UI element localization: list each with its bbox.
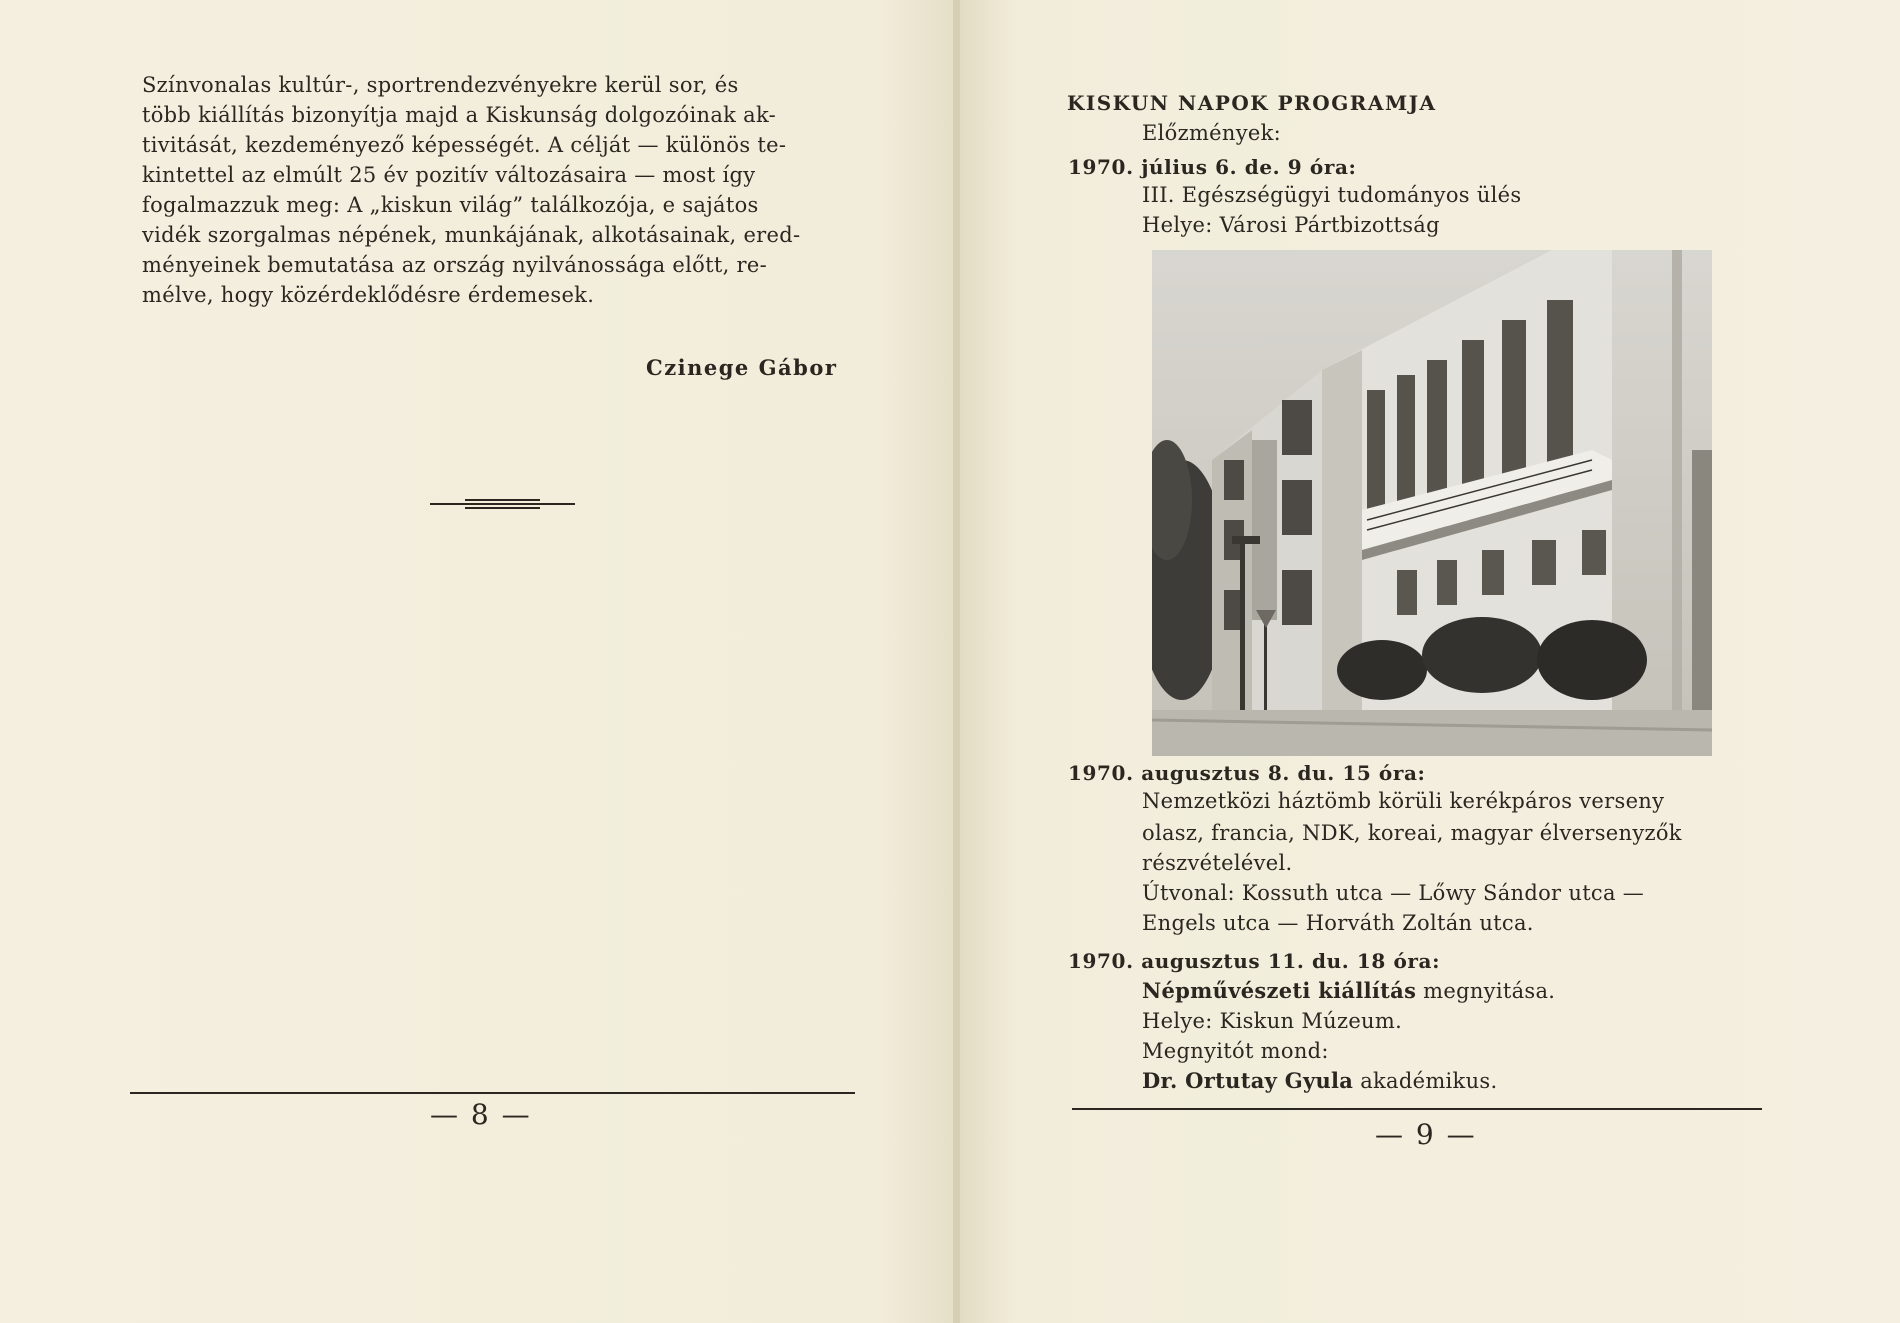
event-text: Nemzetközi háztömb körüli kerékpáros verseny [1142, 789, 1665, 813]
event-text: olasz, francia, NDK, koreai, magyar élversenyzők [1142, 821, 1682, 845]
left-body-text [142, 70, 872, 310]
building-photo [1152, 250, 1712, 756]
exhibition-title-rest: megnyitása. [1416, 979, 1556, 1003]
event-text: Helye: Kiskun Múzeum. [1142, 1009, 1403, 1033]
building-photo-image [1152, 250, 1712, 756]
event-text: Útvonal: Kossuth utca — Lőwy Sándor utca — [1142, 881, 1645, 905]
event-text: részvételével. [1142, 851, 1293, 875]
event-text: Megnyitót mond: [1142, 1039, 1329, 1063]
event-date: 1970. augusztus 8. du. 15 óra: [1068, 761, 1426, 785]
exhibition-title: Népművészeti kiállítás [1142, 978, 1417, 1003]
footer-rule [1072, 1108, 1762, 1110]
event-text: Engels utca — Horváth Zoltán utca. [1142, 911, 1534, 935]
body-line: több kiállítás bizonyítja majd a Kiskunság dolgozóinak ak- [142, 103, 777, 127]
program-title: KISKUN NAPOK PROGRAMJA [1067, 91, 1437, 115]
right-page [960, 0, 1900, 1323]
body-line: fogalmazzuk meg: A „kiskun világ” találkozója, e sajátos [142, 193, 759, 217]
page-number: — 8 — [430, 1098, 532, 1131]
body-line: kintettel az elmúlt 25 év pozitív változásaira — most így [142, 163, 756, 187]
speaker-name: Dr. Ortutay Gyula [1142, 1068, 1354, 1093]
event-text: III. Egészségügyi tudományos ülés [1142, 183, 1522, 207]
signature: Czinege Gábor [646, 355, 838, 380]
antecedents-label: Előzmények: [1142, 121, 1282, 145]
page-number: — 9 — [1375, 1118, 1477, 1151]
body-line: mélve, hogy közérdeklődésre érdemesek. [142, 283, 595, 307]
event-text: Helye: Városi Pártbizottság [1142, 213, 1440, 237]
body-line: vidék szorgalmas népének, munkájának, alkotásainak, ered- [142, 223, 801, 247]
speaker-title: akadémikus. [1353, 1069, 1498, 1093]
body-line: tivitását, kezdeményező képességét. A célját — különös te- [142, 133, 787, 157]
body-line: Színvonalas kultúr-, sportrendezvényekre kerül sor, és [142, 73, 739, 97]
event-text [1142, 976, 1555, 1006]
event-date: 1970. július 6. de. 9 óra: [1068, 155, 1357, 179]
ornament-divider [430, 495, 575, 515]
event-text [1142, 1066, 1497, 1096]
footer-rule [130, 1092, 855, 1094]
event-date: 1970. augusztus 11. du. 18 óra: [1068, 949, 1441, 973]
body-line: ményeinek bemutatása az ország nyilvánossága előtt, re- [142, 253, 768, 277]
